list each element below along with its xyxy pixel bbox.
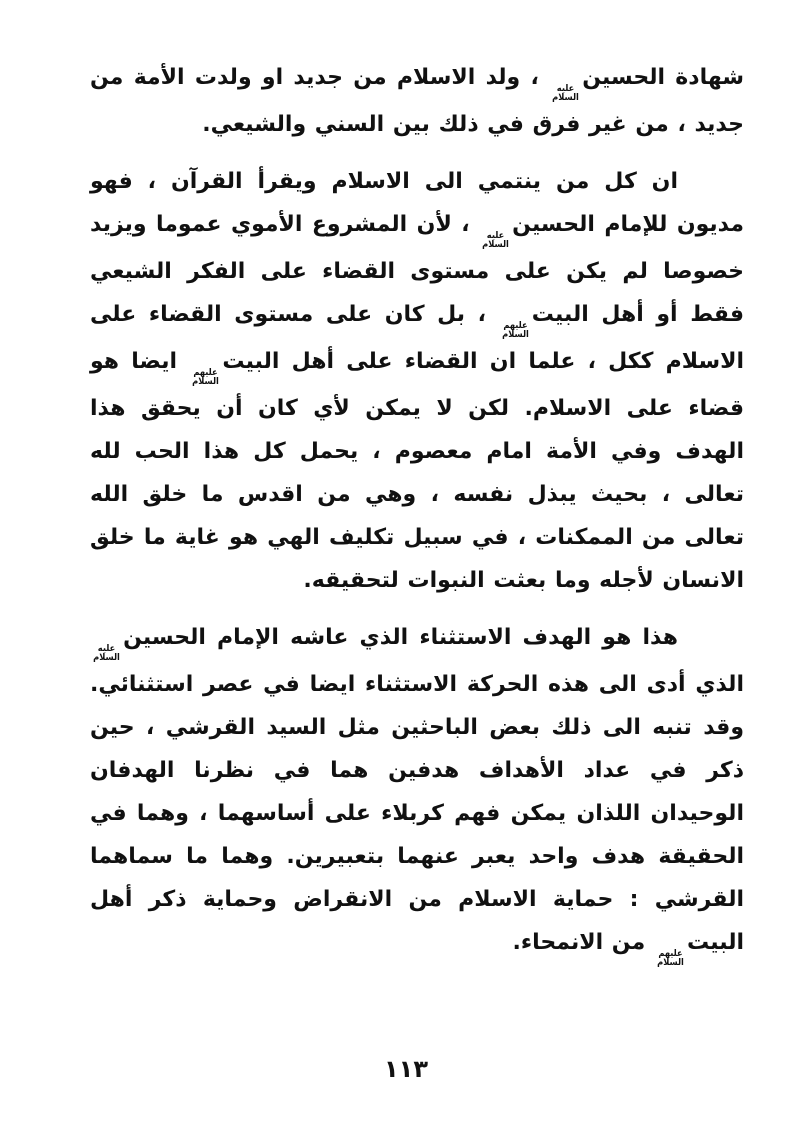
- alayhi-assalam-symbol: عليه السلام: [93, 644, 120, 663]
- alayhim-assalam-symbol: عليهم السلام: [501, 321, 529, 340]
- page-number: ١١٣: [384, 1055, 428, 1083]
- paragraph: هذا هو الهدف الاستثناء الذي عاشه الإمام الحسين عليه السلام الذي أدى الى هذه الحركة الاستثناء ايضا في عصر استثنائي. وقد تنبه الى ذلك بعض الباحثين مثل السيد القرشي ، حين ذكر في عداد الأهداف هدفين هما في نظرنا الهدفان الوحيدان اللذان يمكن فهم كربلاء على أساسهما ، وهما في الحقيقة هدف واحد يعبر عنهما بتعبيرين. وهما ما سماهما القرشي : حماية الاسلام من الانقراض وحماية ذكر أهل البيت عليهم السلام من الانمحاء.: [90, 625, 744, 968]
- paragraph: ان كل من ينتمي الى الاسلام ويقرأ القرآن ، فهو مديون للإمام الحسين عليه السلام ، لأن المشروع الأموي عموما ويزيد خصوصا لم يكن على مستوى القضاء على الفكر الشيعي فقط أو أهل البيت عليهم السلام ، بل كان على مستوى القضاء على الاسلام ككل ، علما ان القضاء على أهل البيت عليهم السلام ايضا هو قضاء على الاسلام. لكن لا يمكن لأي كان أن يحقق هذا الهدف وفي الأمة امام معصوم ، يحمل كل هذا الحب لله تعالى ، بحيث يبذل نفسه ، وهي من اقدس ما خلق الله تعالى من الممكنات ، في سبيل تكليف الهي هو غاية ما خلق الانسان لأجله وما بعثت النبوات لتحقيقه.: [90, 169, 744, 593]
- alayhi-assalam-symbol: عليه السلام: [482, 231, 509, 250]
- alayhim-assalam-symbol: عليهم السلام: [657, 949, 684, 968]
- alayhi-assalam-symbol: عليه السلام: [552, 84, 580, 103]
- text-block: [90, 56, 744, 982]
- alayhim-assalam-symbol: عليهم السلام: [192, 368, 220, 387]
- paragraph: شهادة الحسين عليه السلام ، ولد الاسلام من جديد او ولدت الأمة من جديد ، من غير فرق في ذلك بين السني والشيعي.: [90, 65, 744, 137]
